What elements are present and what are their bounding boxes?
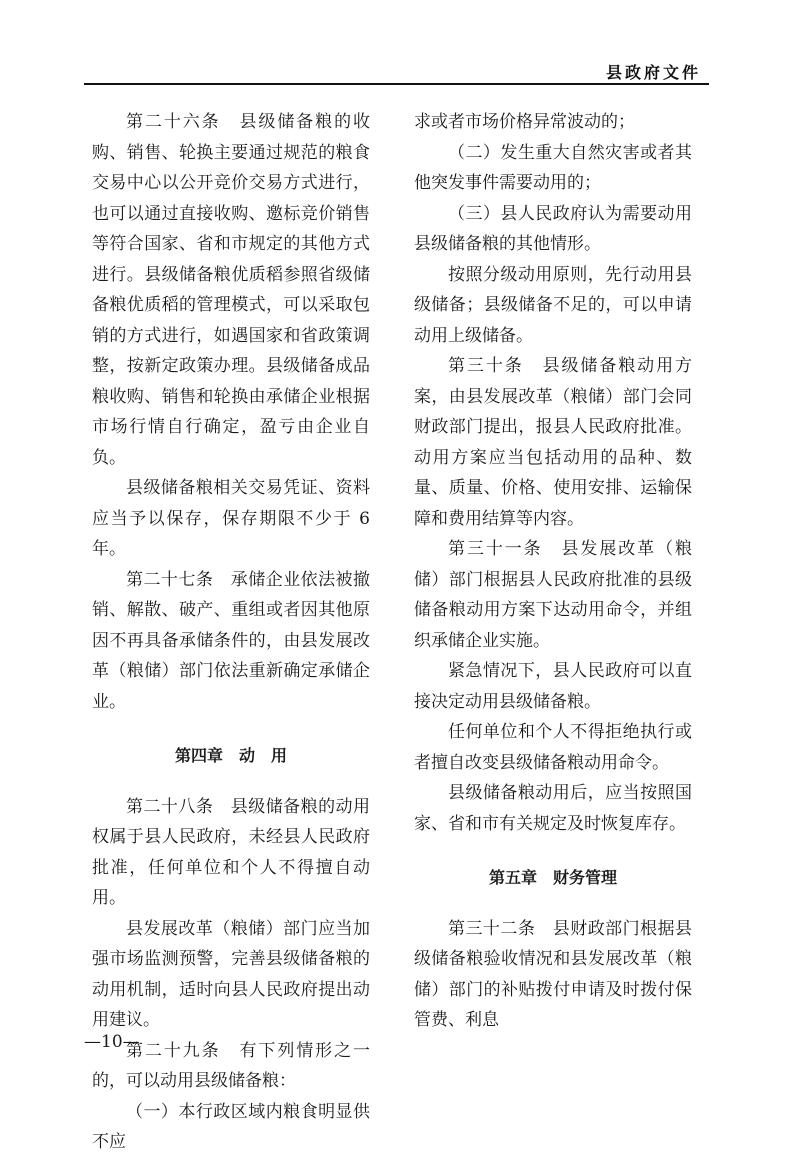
chapter-5-heading: 第五章 财务管理 — [488, 868, 617, 887]
article-27: 第二十七条 承储企业依法被撤销、解散、破产、重组或者因其他原因不再具备承储条件的，由县发展改革（粮储）部门依法重新确定承储企业。 — [92, 569, 370, 712]
article-28: 第二十八条 县级储备粮的动用权属于县人民政府，未经县人民政府批准，任何单位和个人不得擅自动用。 — [92, 796, 370, 908]
header-rule — [84, 83, 709, 85]
article-29-item-2: （二）发生重大自然灾害或者其他突发事件需要动用的； — [414, 142, 692, 193]
left-column — [92, 107, 376, 1158]
article-29: 第二十九条 有下列情形之一的，可以动用县级储备粮： — [92, 1040, 370, 1091]
article-29-paragraph-2: 按照分级动用原则，先行动用县级储备；县级储备不足的，可以申请动用上级储备。 — [414, 264, 692, 346]
article-31: 第三十一条 县发展改革（粮储）部门根据县人民政府批准的县级储备粮动用方案下达动用命令，并组织承储企业实施。 — [414, 539, 692, 651]
article-26: 第二十六条 县级储备粮的收购、销售、轮换主要通过规范的粮食交易中心以公开竞价交易方式进行，也可以通过直接收购、邀标竞价销售等符合国家、省和市规定的其他方式进行。县级储备粮优质稻参照省级储备粮优质稻的管理模式，可以采取包销的方式进行，如遇国家和省政策调整，按新定政策办理。县级储备成品粮收购、销售和轮换由承储企业根据市场行情自行确定，盈亏由企业自负。 — [92, 112, 370, 468]
right-column — [414, 107, 692, 1036]
article-32-start: 第三十二条 县财政部门根据县级储备粮验收情况和县发展改革（粮储）部门的补贴拨付申请及时拨付保管费、利息 — [414, 918, 692, 1030]
article-31-paragraph-2: 紧急情况下，县人民政府可以直接决定动用县级储备粮。 — [414, 661, 692, 712]
page-number: —10— — [84, 1032, 140, 1052]
article-28-paragraph-2: 县发展改革（粮储）部门应当加强市场监测预警，完善县级储备粮的动用机制，适时向县人民政府提出动用建议。 — [92, 918, 370, 1030]
article-31-paragraph-3: 任何单位和个人不得拒绝执行或者擅自改变县级储备粮动用命令。 — [414, 722, 692, 773]
article-29-item-1-start: （一）本行政区域内粮食明显供不应 — [92, 1101, 370, 1152]
header-title: 县政府文件 — [605, 63, 701, 82]
article-30: 第三十条 县级储备粮动用方案，由县发展改革（粮储）部门会同财政部门提出，报县人民政府批准。动用方案应当包括动用的品种、数量、质量、价格、使用安排、运输保障和费用结算等内容。 — [414, 356, 692, 529]
article-31-paragraph-4: 县级储备粮动用后，应当按照国家、省和市有关规定及时恢复库存。 — [414, 783, 692, 834]
article-26-paragraph-2: 县级储备粮相关交易凭证、资料应当予以保存，保存期限不少于 6 年。 — [92, 478, 376, 559]
article-29-item-3: （三）县人民政府认为需要动用县级储备粮的其他情形。 — [414, 203, 692, 254]
chapter-4-heading: 第四章 动 用 — [174, 746, 287, 765]
article-29-item-1-end: 求或者市场价格异常波动的； — [414, 112, 635, 132]
